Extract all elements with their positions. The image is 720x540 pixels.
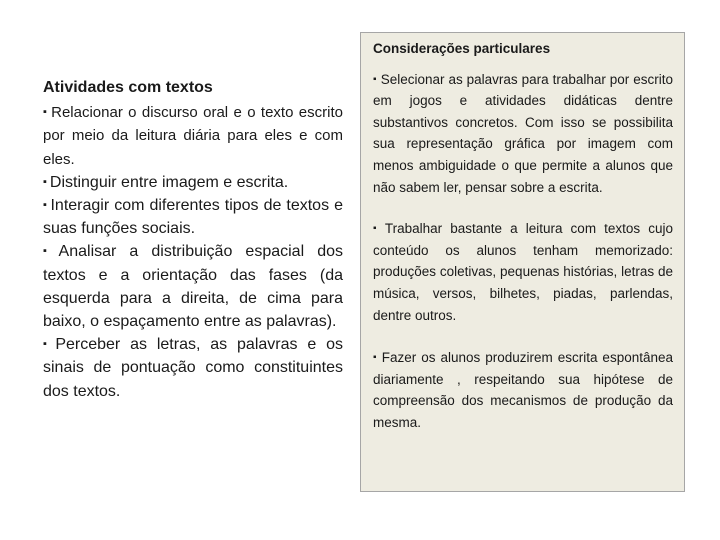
- activity-text: Interagir com diferentes tipos de textos e suas funções sociais.: [43, 197, 343, 238]
- consideration-text: Selecionar as palavras para trabalhar por escrito em jogos e atividades didáticas dentre substantivos concretos. Com isso se possibilita sua representação gráfica por imagem com menos ambiguidade o que permite a alunos que não sabem ler, pensar sobre a escrita.: [373, 71, 673, 195]
- activity-text: Analisar a distribuição espacial dos textos e a orientação das fases (da esquerda para a direita, de cima para baixo, o espaçamento entre as palavras).: [43, 243, 343, 331]
- bullet-icon: ▪: [43, 175, 47, 188]
- activity-item: [43, 194, 343, 240]
- considerations-heading: Considerações particulares: [373, 41, 551, 56]
- consideration-item: [373, 69, 673, 199]
- bullet-icon: ▪: [373, 352, 378, 364]
- activity-item: [43, 171, 343, 194]
- considerations-box: [360, 32, 685, 492]
- activity-text: Perceber as letras, as palavras e os sinais de pontuação como constituintes dos textos.: [43, 336, 343, 400]
- bullet-icon: ▪: [373, 223, 381, 235]
- bullet-icon: ▪: [43, 245, 56, 258]
- consideration-item: [373, 347, 673, 433]
- activity-item: [43, 101, 343, 171]
- bullet-icon: ▪: [373, 73, 377, 85]
- consideration-text: Trabalhar bastante a leitura com textos cujo conteúdo os alunos tenham memorizado: produções coletivas, pequenas histórias, letras de música, versos, bilhetes, piadas, parlendas, dentre outros.: [373, 221, 674, 323]
- activity-text: Relacionar o discurso oral e o texto escrito por meio da leitura diária para eles e com eles.: [43, 104, 343, 168]
- consideration-item: [373, 218, 673, 326]
- bullet-icon: ▪: [43, 338, 53, 351]
- activity-text: Distinguir entre imagem e escrita.: [49, 173, 289, 191]
- activity-item: [43, 240, 343, 333]
- consideration-text: Fazer os alunos produzirem escrita espontânea diariamente , respeitando sua hipótese de compreensão dos mecanismos de produção da mesma.: [373, 350, 674, 430]
- bullet-icon: ▪: [43, 199, 48, 212]
- bullet-icon: ▪: [43, 106, 49, 119]
- activities-column: [43, 76, 343, 403]
- activities-heading: Atividades com textos: [43, 79, 213, 96]
- activity-item: [43, 333, 343, 403]
